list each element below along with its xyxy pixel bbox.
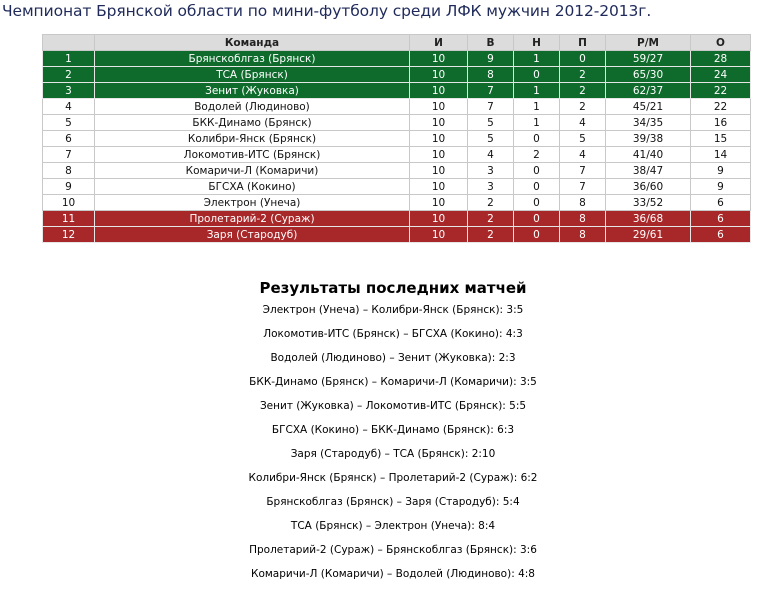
cell-played: 10: [410, 211, 468, 227]
cell-won: 7: [468, 83, 514, 99]
cell-team: Локомотив-ИТС (Брянск): [95, 147, 410, 163]
header-points: О: [691, 35, 751, 51]
cell-points: 14: [691, 147, 751, 163]
cell-won: 3: [468, 163, 514, 179]
cell-lost: 8: [560, 195, 606, 211]
cell-drawn: 0: [514, 227, 560, 243]
cell-points: 22: [691, 99, 751, 115]
cell-goals: 34/35: [606, 115, 691, 131]
match-result: Локомотив-ИТС (Брянск) – БГСХА (Кокино): 4:3: [263, 328, 523, 340]
match-result: ТСА (Брянск) – Электрон (Унеча): 8:4: [290, 520, 496, 532]
table-row: [43, 67, 751, 83]
cell-goals: 33/52: [606, 195, 691, 211]
cell-position: 5: [43, 115, 95, 131]
table-row: [43, 211, 751, 227]
match-result: Пролетарий-2 (Сураж) – Брянскоблгаз (Брянск): 3:6: [249, 544, 537, 556]
match-result: Колибри-Янск (Брянск) – Пролетарий-2 (Сураж): 6:2: [248, 472, 538, 484]
cell-goals: 65/30: [606, 67, 691, 83]
cell-lost: 4: [560, 115, 606, 131]
cell-points: 6: [691, 211, 751, 227]
cell-team: ТСА (Брянск): [95, 67, 410, 83]
cell-goals: 41/40: [606, 147, 691, 163]
cell-drawn: 0: [514, 179, 560, 195]
cell-lost: 0: [560, 51, 606, 67]
cell-drawn: 0: [514, 195, 560, 211]
table-row: [43, 51, 751, 67]
cell-lost: 2: [560, 99, 606, 115]
table-row: [43, 99, 751, 115]
match-result: Заря (Стародуб) – ТСА (Брянск): 2:10: [290, 448, 496, 460]
header-won: В: [468, 35, 514, 51]
cell-goals: 36/68: [606, 211, 691, 227]
cell-played: 10: [410, 83, 468, 99]
cell-lost: 2: [560, 83, 606, 99]
cell-position: 8: [43, 163, 95, 179]
match-result: Комаричи-Л (Комаричи) – Водолей (Людиново): 4:8: [251, 568, 535, 580]
cell-position: 10: [43, 195, 95, 211]
cell-points: 22: [691, 83, 751, 99]
cell-position: 1: [43, 51, 95, 67]
cell-goals: 36/60: [606, 179, 691, 195]
cell-lost: 5: [560, 131, 606, 147]
cell-won: 5: [468, 131, 514, 147]
header-goals: Р/М: [606, 35, 691, 51]
cell-drawn: 2: [514, 147, 560, 163]
cell-points: 6: [691, 195, 751, 211]
standings-body: [43, 51, 751, 243]
cell-goals: 45/21: [606, 99, 691, 115]
cell-team: Колибри-Янск (Брянск): [95, 131, 410, 147]
cell-points: 15: [691, 131, 751, 147]
table-row: [43, 83, 751, 99]
table-row: [43, 163, 751, 179]
cell-won: 8: [468, 67, 514, 83]
cell-played: 10: [410, 67, 468, 83]
cell-drawn: 0: [514, 131, 560, 147]
cell-team: Комаричи-Л (Комаричи): [95, 163, 410, 179]
match-result: Электрон (Унеча) – Колибри-Янск (Брянск): 3:5: [262, 304, 524, 316]
results-list: [0, 298, 779, 586]
table-row: [43, 131, 751, 147]
cell-lost: 8: [560, 227, 606, 243]
cell-drawn: 0: [514, 67, 560, 83]
cell-team: Зенит (Жуковка): [95, 83, 410, 99]
cell-points: 16: [691, 115, 751, 131]
cell-played: 10: [410, 115, 468, 131]
cell-team: БКК-Динамо (Брянск): [95, 115, 410, 131]
table-row: [43, 115, 751, 131]
match-result: БКК-Динамо (Брянск) – Комаричи-Л (Комаричи): 3:5: [249, 376, 537, 388]
page-title: Чемпионат Брянской области по мини-футболу среди ЛФК мужчин 2012-2013г.: [2, 2, 652, 20]
cell-won: 9: [468, 51, 514, 67]
match-result: Водолей (Людиново) – Зенит (Жуковка): 2:3: [270, 352, 516, 364]
cell-won: 3: [468, 179, 514, 195]
cell-team: Электрон (Унеча): [95, 195, 410, 211]
match-result: Зенит (Жуковка) – Локомотив-ИТС (Брянск): 5:5: [259, 400, 527, 412]
standings-header-row: [43, 35, 751, 51]
cell-points: 9: [691, 163, 751, 179]
cell-played: 10: [410, 163, 468, 179]
cell-drawn: 1: [514, 115, 560, 131]
header-drawn: Н: [514, 35, 560, 51]
cell-position: 3: [43, 83, 95, 99]
cell-lost: 4: [560, 147, 606, 163]
cell-played: 10: [410, 227, 468, 243]
match-result: БГСХА (Кокино) – БКК-Динамо (Брянск): 6:3: [271, 424, 515, 436]
cell-drawn: 1: [514, 83, 560, 99]
cell-position: 9: [43, 179, 95, 195]
cell-lost: 2: [560, 67, 606, 83]
cell-points: 24: [691, 67, 751, 83]
table-row: [43, 179, 751, 195]
cell-team: Пролетарий-2 (Сураж): [95, 211, 410, 227]
cell-won: 2: [468, 211, 514, 227]
header-team: Команда: [95, 35, 410, 51]
cell-points: 28: [691, 51, 751, 67]
cell-drawn: 1: [514, 51, 560, 67]
cell-played: 10: [410, 51, 468, 67]
recent-results: [0, 278, 779, 586]
cell-position: 6: [43, 131, 95, 147]
match-result: Брянскоблгаз (Брянск) – Заря (Стародуб): 5:4: [266, 496, 520, 508]
cell-won: 2: [468, 195, 514, 211]
results-title: Результаты последних матчей: [259, 279, 527, 297]
cell-team: Брянскоблгаз (Брянск): [95, 51, 410, 67]
cell-goals: 29/61: [606, 227, 691, 243]
cell-played: 10: [410, 131, 468, 147]
cell-drawn: 0: [514, 211, 560, 227]
cell-goals: 38/47: [606, 163, 691, 179]
cell-points: 9: [691, 179, 751, 195]
cell-lost: 7: [560, 179, 606, 195]
cell-goals: 39/38: [606, 131, 691, 147]
cell-points: 6: [691, 227, 751, 243]
table-row: [43, 195, 751, 211]
cell-drawn: 1: [514, 99, 560, 115]
table-row: [43, 227, 751, 243]
cell-played: 10: [410, 195, 468, 211]
cell-team: Заря (Стародуб): [95, 227, 410, 243]
cell-won: 5: [468, 115, 514, 131]
header-position: [43, 35, 95, 51]
cell-position: 11: [43, 211, 95, 227]
cell-lost: 8: [560, 211, 606, 227]
cell-played: 10: [410, 99, 468, 115]
table-row: [43, 147, 751, 163]
standings-table: [42, 34, 751, 243]
cell-played: 10: [410, 147, 468, 163]
cell-played: 10: [410, 179, 468, 195]
cell-goals: 62/37: [606, 83, 691, 99]
cell-won: 7: [468, 99, 514, 115]
header-lost: П: [560, 35, 606, 51]
header-played: И: [410, 35, 468, 51]
cell-drawn: 0: [514, 163, 560, 179]
cell-position: 4: [43, 99, 95, 115]
cell-team: Водолей (Людиново): [95, 99, 410, 115]
cell-goals: 59/27: [606, 51, 691, 67]
cell-won: 2: [468, 227, 514, 243]
cell-position: 12: [43, 227, 95, 243]
cell-team: БГСХА (Кокино): [95, 179, 410, 195]
cell-won: 4: [468, 147, 514, 163]
cell-lost: 7: [560, 163, 606, 179]
cell-position: 7: [43, 147, 95, 163]
cell-position: 2: [43, 67, 95, 83]
